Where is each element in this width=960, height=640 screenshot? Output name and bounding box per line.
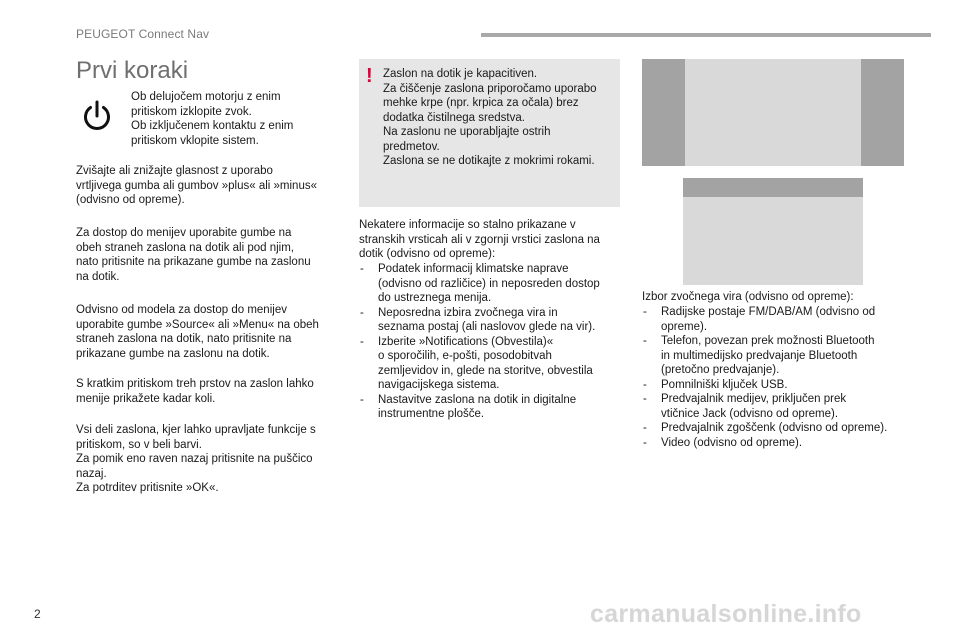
header-title: PEUGEOT Connect Nav — [76, 27, 210, 41]
text-line: menije prikažete kadar koli. — [76, 392, 216, 405]
text-line: seznama postaj (ali naslovov glede na vir). — [378, 321, 596, 333]
three-finger-paragraph — [76, 377, 342, 406]
list-item — [642, 305, 917, 334]
text-line: - Video (odvisno od opreme). — [661, 436, 803, 449]
text-line: mehke krpe (npr. krpica za očala) brez — [383, 97, 579, 109]
text-line: (odvisno od različice) in neposreden dostop — [378, 277, 600, 290]
text-line: - Nastavitve zaslona na dotik in digitalne — [378, 393, 577, 406]
touchscreen-image-placeholder — [642, 59, 904, 166]
power-description — [131, 90, 331, 148]
text-line: Zvišajte ali znižajte glasnost z uporabo — [76, 165, 273, 177]
model-buttons-paragraph — [76, 303, 342, 361]
text-line: - Pomnilniški ključek USB. — [661, 378, 788, 391]
text-line: - Podatek informacij klimatske naprave — [378, 263, 569, 275]
warning-notice-text — [383, 67, 619, 169]
text-line: Za čiščenje zaslona priporočamo uporabo — [383, 82, 597, 95]
text-line: Ob delujočem motorju z enim — [131, 91, 281, 103]
text-line: Na zaslonu ne uporabljajte ostrih — [383, 126, 551, 138]
text-line: Ob izključenem kontaktu z enim — [131, 120, 294, 132]
text-line: dodatka čistilnega sredstva. — [383, 111, 525, 124]
text-line: Zaslon na dotik je kapacitiven. — [383, 68, 538, 80]
text-line: vtičnice Jack (odvisno od opreme). — [661, 407, 839, 420]
text-line: pritiskom, so v beli barvi. — [76, 438, 202, 451]
audio-source-list — [642, 305, 917, 450]
text-line: navigacijskega sistema. — [378, 379, 500, 391]
volume-paragraph — [76, 164, 342, 208]
text-line: zemljevidov in, glede na storitve, obvestila — [378, 364, 593, 377]
list-item — [642, 392, 917, 421]
text-line: - Predvajalnik zgoščenk (odvisno od opreme). — [661, 422, 888, 434]
text-line: - Neposredna izbira zvočnega vira in — [378, 306, 558, 319]
text-line: Vsi deli zaslona, kjer lahko upravljate funkcije s — [76, 424, 316, 436]
watermark: carmanualsonline.info — [590, 600, 862, 628]
text-line: nazaj. — [76, 467, 107, 480]
text-line: - Telefon, povezan prek možnosti Bluetooth — [661, 335, 875, 347]
text-line: o sporočilih, e-pošti, posodobitvah — [378, 350, 552, 362]
text-line: Za pomik eno raven nazaj pritisnite na puščico — [76, 453, 313, 465]
sidebar-info-intro — [359, 218, 625, 262]
text-line: (odvisno od opreme). — [76, 194, 185, 206]
text-line: - Izberite »Notifications (Obvestila)« — [378, 335, 554, 348]
text-line: - Radijske postaje FM/DAB/AM (odvisno od — [661, 306, 876, 318]
header-divider — [481, 33, 931, 37]
list-item — [642, 421, 917, 436]
text-line: pritiskom vklopite sistem. — [131, 134, 259, 147]
menu-access-paragraph — [76, 226, 342, 284]
text-line: S kratkim pritiskom treh prstov na zaslon lahko — [76, 378, 314, 390]
list-item — [642, 334, 917, 378]
text-line: (pretočno predvajanje). — [661, 364, 780, 376]
navigation-paragraph — [76, 423, 342, 496]
text-line: Za potrditev pritisnite »OK«. — [76, 482, 219, 494]
page-number: 2 — [34, 607, 41, 621]
list-item — [642, 436, 917, 451]
page-title: Prvi koraki — [76, 57, 189, 84]
source-menu-image-placeholder — [683, 178, 863, 285]
text-line: do ustreznega menija. — [378, 292, 492, 304]
text-line: obeh straneh zaslona na dotik ali pod njim, — [76, 241, 295, 254]
warning-icon: ! — [366, 65, 373, 87]
text-line: Odvisno od modela za dostop do menijev — [76, 304, 287, 316]
list-item — [359, 393, 634, 422]
text-line: straneh zaslona na dotik, nato pritisnite na — [76, 333, 292, 345]
screen-area — [685, 59, 861, 166]
text-line: instrumentne plošče. — [378, 408, 485, 420]
text-line: - Predvajalnik medijev, priključen prek — [661, 393, 847, 405]
text-line: uporabite gumbe »Source« ali »Menu« na obeh — [76, 318, 319, 331]
text-line: Za dostop do menijev uporabite gumbe na — [76, 227, 292, 239]
list-item — [359, 335, 634, 393]
text-line: prikazane gumbe na zaslonu na dotik. — [76, 347, 270, 360]
text-line: in multimedijsko predvajanje Bluetooth — [661, 349, 858, 362]
text-line: dotik (odvisno od opreme): — [359, 248, 496, 260]
list-item — [359, 262, 634, 306]
list-item — [359, 306, 634, 335]
text-line: predmetov. — [383, 140, 440, 153]
text-line: Nekatere informacije so stalno prikazane v — [359, 219, 576, 231]
text-line: opreme). — [661, 320, 708, 333]
text-line: stranskih vrsticah ali v zgornji vrstici zaslona na — [359, 233, 600, 246]
text-line: Zaslona se ne dotikajte z mokrimi rokami. — [383, 155, 595, 167]
power-icon — [80, 99, 114, 133]
text-line: nato pritisnite na prikazane gumbe na zaslonu — [76, 256, 311, 268]
audio-source-intro: Izbor zvočnega vira (odvisno od opreme): — [642, 291, 854, 303]
text-line: na dotik. — [76, 270, 120, 283]
list-item — [642, 378, 917, 393]
screen-top-band — [683, 178, 863, 197]
text-line: vrtljivega gumba ali gumbov »plus« ali »minus« — [76, 179, 317, 192]
text-line: pritiskom izklopite zvok. — [131, 105, 252, 118]
sidebar-info-list — [359, 262, 634, 422]
